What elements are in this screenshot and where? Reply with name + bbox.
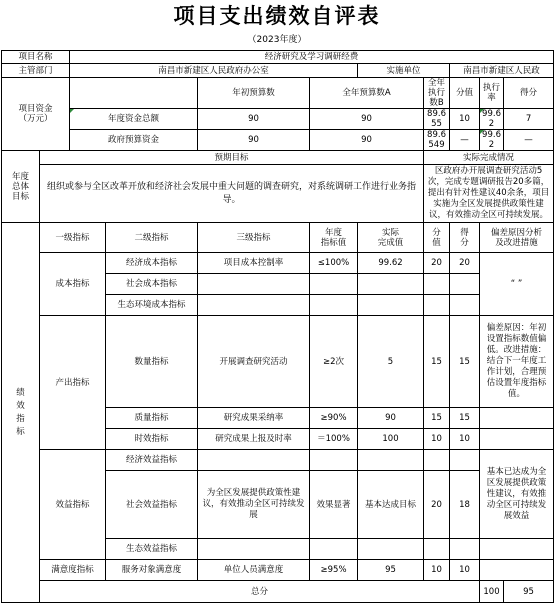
funds-blank-header: [70, 78, 198, 109]
benefit-econ-max: [424, 450, 450, 471]
output-time-target: ＝100%: [310, 429, 358, 450]
satisfaction-max: 10: [424, 560, 450, 581]
satisfaction-target: ≥95%: [310, 560, 358, 581]
funds-row-total-score-max: 10: [450, 109, 480, 130]
benefit-ecology-actual: [358, 539, 424, 560]
satisfaction-level2: 服务对象满意度: [106, 560, 198, 581]
satisfaction-level1: 满意度指标: [40, 560, 106, 581]
cost-econ-actual: 99.62: [358, 253, 424, 274]
output-time-max: 10: [424, 429, 450, 450]
cost-ecology: 生态环境成本指标: [106, 295, 198, 316]
document-year: （2023年度）: [247, 35, 307, 45]
funds-row-gov-initial: 90: [198, 130, 310, 151]
output-quality: 质量指标: [106, 408, 198, 429]
funds-row-gov-score: —: [504, 130, 554, 151]
funds-row-gov-annual: 90: [310, 130, 424, 151]
satisfaction-actual: 95: [358, 560, 424, 581]
cost-econ-target: ≤100%: [310, 253, 358, 274]
cost-econ: 经济成本指标: [106, 253, 198, 274]
benefit-econ-l3: [198, 450, 310, 471]
benefit-social-actual: 基本达成目标: [358, 471, 424, 539]
total-label: 总分: [40, 581, 480, 603]
output-time: 时效指标: [106, 429, 198, 450]
output-quality-score: 15: [450, 408, 480, 429]
indicators-side-label: 绩 效 指 标: [2, 223, 40, 603]
cost-social-score: [450, 274, 480, 295]
benefit-ecology-score: [450, 539, 480, 560]
benefit-social-score: 18: [450, 471, 480, 539]
funds-header-score: 得分: [504, 78, 554, 109]
cost-social-actual: [358, 274, 424, 295]
cost-social-l3: [198, 274, 310, 295]
goals-label: 年度 总体 目标: [2, 151, 40, 223]
cost-ecology-target: [310, 295, 358, 316]
project-name-label: 项目名称: [2, 51, 70, 64]
output-time-l3: 研究成果上报及时率: [198, 429, 310, 450]
goals-expected-label: 预期目标: [40, 151, 424, 165]
goals-actual-label: 实际完成情况: [424, 151, 554, 165]
funds-header-executed-vis: 全年执行数B: [424, 78, 450, 109]
ind-header-target: 年度 指标值: [310, 223, 358, 253]
funds-row-total-annual: 90: [310, 109, 424, 130]
evaluation-table: [1, 50, 554, 603]
output-time-reason: [480, 429, 554, 450]
benefit-social-target: 效果显著: [310, 471, 358, 539]
cost-ecology-score: [450, 295, 480, 316]
benefit-ecology-target: [310, 539, 358, 560]
benefit-ecology: 生态效益指标: [106, 539, 198, 560]
output-quality-actual: 90: [358, 408, 424, 429]
benefit-social-max: 20: [424, 471, 450, 539]
output-qty-actual: 5: [358, 316, 424, 408]
satisfaction-score: 10: [450, 560, 480, 581]
funds-row-total-initial: 90: [198, 109, 310, 130]
funds-row-total-executed: 89.655: [424, 109, 450, 130]
output-time-score: 10: [450, 429, 480, 450]
funds-label: 项目资金 （万元）: [2, 78, 70, 151]
benefit-social-reason: 基本已达成为全区发展提供政策性建议，有效推动全区可持续发展效益: [480, 450, 554, 539]
benefit-ecology-reason: [480, 539, 554, 560]
funds-row-total-rate: 99.62: [480, 109, 504, 130]
dept-value: 南昌市新建区人民政府办公室: [70, 64, 358, 78]
satisfaction-reason: [480, 560, 554, 581]
funds-header-initial: 年初预算数: [198, 78, 310, 109]
output-level1: 产出指标: [40, 316, 106, 450]
ind-header-score: 得 分: [450, 223, 480, 253]
benefit-econ-score: [450, 450, 480, 471]
ind-header-actual: 实际 完成值: [358, 223, 424, 253]
cost-ecology-actual: [358, 295, 424, 316]
ind-header-level3: 三级指标: [198, 223, 310, 253]
cost-reason: “ ”: [480, 253, 554, 316]
benefit-ecology-l3: [198, 539, 310, 560]
output-qty-reason: 偏差原因：年初设置指标数值偏低。改进措施：结合下一年度工作计划，合理预估设置年度指标值。: [480, 316, 554, 408]
cost-econ-l3: 项目成本控制率: [198, 253, 310, 274]
cost-econ-max: 20: [424, 253, 450, 274]
output-qty-max: 15: [424, 316, 450, 408]
goals-actual-text: 区政府办开展调查研究活动5次，完成专题调研报告20多篇，提出有针对性建议40余条，项目实施为全区发展提供政策性建议，有效推动全区可持续发展。: [424, 165, 554, 223]
cost-ecology-l3: [198, 295, 310, 316]
ind-header-reason: 偏差原因分析 及改进措施: [480, 223, 554, 253]
output-time-actual: 100: [358, 429, 424, 450]
benefit-econ-target: [310, 450, 358, 471]
benefit-level1: 效益指标: [40, 450, 106, 560]
funds-row-total-name: 年度资金总额: [70, 109, 198, 130]
cost-level1: 成本指标: [40, 253, 106, 316]
output-quality-target: ≥90%: [310, 408, 358, 429]
output-quality-l3: 研究成果采纳率: [198, 408, 310, 429]
satisfaction-l3: 单位人员满意度: [198, 560, 310, 581]
total-score: 95: [504, 581, 554, 603]
ind-header-level1: 一级指标: [40, 223, 106, 253]
cost-ecology-max: [424, 295, 450, 316]
funds-row-total-score: 7: [504, 109, 554, 130]
impl-label: 实施单位: [358, 64, 450, 78]
funds-row-gov-name: 政府预算资金: [70, 130, 198, 151]
funds-header-annual: 全年预算数A: [310, 78, 424, 109]
project-name-value: 经济研究及学习调研经费: [70, 51, 554, 64]
benefit-ecology-max: [424, 539, 450, 560]
output-qty-target: ≥2次: [310, 316, 358, 408]
cost-social-max: [424, 274, 450, 295]
impl-value: 南昌市新建区人民政: [450, 64, 554, 78]
output-quality-reason: [480, 408, 554, 429]
output-qty-l3: 开展调查研究活动: [198, 316, 310, 408]
funds-row-gov-score-max: —: [450, 130, 480, 151]
ind-header-level2: 二级指标: [106, 223, 198, 253]
goals-expected-text: 组织或参与全区改革开放和经济社会发展中重大问题的调查研究，对系统调研工作进行业务指导。: [40, 165, 424, 223]
output-qty: 数量指标: [106, 316, 198, 408]
cost-econ-score: 20: [450, 253, 480, 274]
ind-header-max: 分 值: [424, 223, 450, 253]
total-max: 100: [480, 581, 504, 603]
funds-header-score-max: 分值: [450, 78, 480, 109]
funds-row-gov-rate: 99.62: [480, 130, 504, 151]
benefit-social-l3: 为全区发展提供政策性建议，有效推动全区可持续发展: [198, 471, 310, 539]
benefit-econ: 经济效益指标: [106, 450, 198, 471]
funds-header-rate: 执行率: [480, 78, 504, 109]
benefit-econ-actual: [358, 450, 424, 471]
cost-social-target: [310, 274, 358, 295]
funds-row-gov-executed: 89.6549: [424, 130, 450, 151]
benefit-social: 社会效益指标: [106, 471, 198, 539]
cost-social: 社会成本指标: [106, 274, 198, 295]
dept-label: 主管部门: [2, 64, 70, 78]
output-qty-score: 15: [450, 316, 480, 408]
document-title: 项目支出绩效自评表: [173, 4, 381, 28]
output-quality-max: 15: [424, 408, 450, 429]
